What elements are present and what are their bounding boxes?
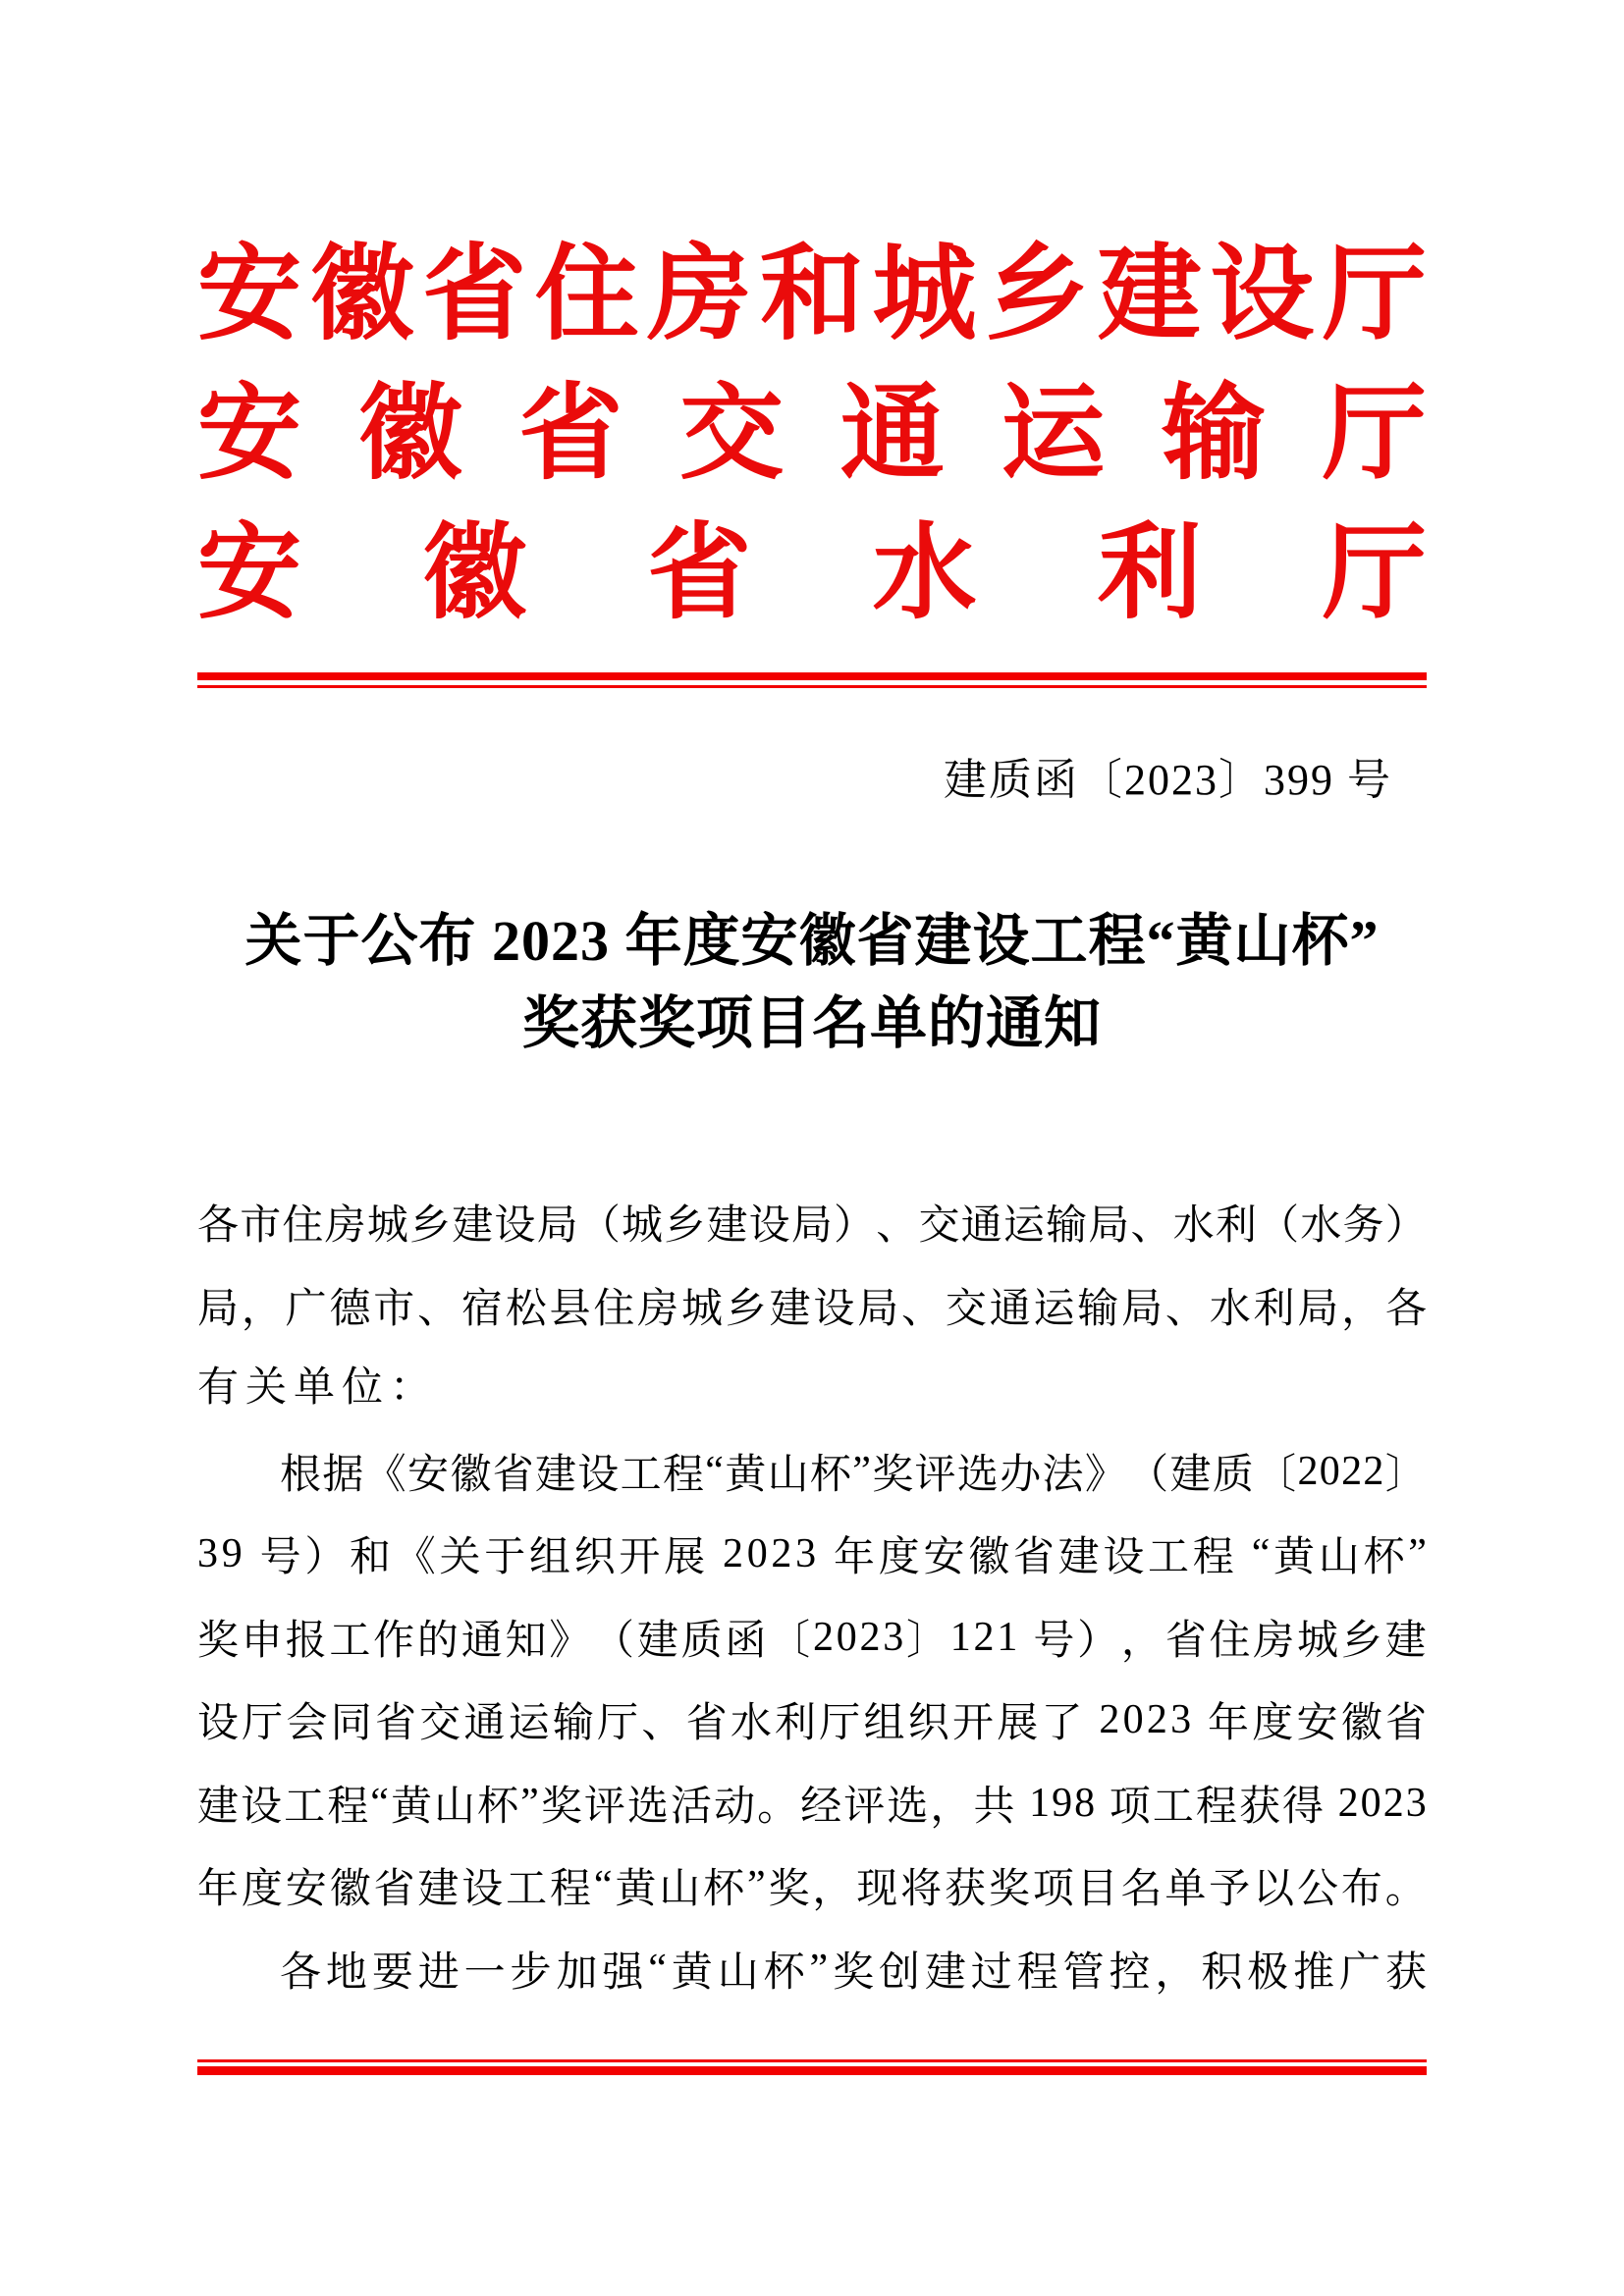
body-text-line: 3 9 号 ） 和 《 关 于 组 织 开 展 2 0 2 3 年 度 安 徽 省 建 设 工 程 “ 黄 山 杯 ” (197, 1531, 1427, 1581)
separator-thick-line (197, 672, 1427, 680)
agency-name-line: 安 徽 省 住 房 和 城 乡 建 设 厅 (197, 238, 1427, 352)
body-text-line: 局 ， 广 德 市 、 宿 松 县 住 房 城 乡 建 设 局 、 交 通 运 输 局 、 水 利 局 ， 各 (197, 1286, 1427, 1332)
document-title (197, 900, 1427, 1065)
separator-thin-line (197, 685, 1427, 688)
doc-number: 建质函〔2023〕399 号 (944, 756, 1392, 804)
document-title-line-1: 关于公布 2023 年度安徽省建设工程“黄山杯” (244, 909, 1380, 973)
document-body (197, 1181, 1427, 2010)
body-text-line: 根 据 《 安 徽 省 建 设 工 程 “ 黄 山 杯 ” 奖 评 选 办 法 》 （ 建 质 〔 2 0 2 2 〕 (280, 1448, 1427, 1498)
body-text-line: 年 度 安 徽 省 建 设 工 程 “ 黄 山 杯 ” 奖 ， 现 将 获 奖 项 目 名 单 予 以 公 布 。 (197, 1863, 1427, 1913)
document-title-line-2: 奖获奖项目名单的通知 (521, 991, 1102, 1055)
body-text-line: 有关单位： (197, 1365, 439, 1411)
body-text-line: 各 地 要 进 一 步 加 强 “ 黄 山 杯 ” 奖 创 建 过 程 管 控 ， 积 极 推 广 获 (280, 1946, 1427, 1996)
red-separator-top (197, 672, 1427, 688)
agency-name-line: 安 徽 省 水 利 厅 (197, 516, 1427, 631)
body-text-line: 建 设 工 程 “ 黄 山 杯 ” 奖 评 选 活 动 。 经 评 选 ， 共 1 9 8 项 工 程 获 得 2 0 2 3 (197, 1780, 1427, 1830)
body-text-line: 设 厅 会 同 省 交 通 运 输 厅 、 省 水 利 厅 组 织 开 展 了 2 0 2 3 年 度 安 徽 省 (197, 1697, 1427, 1747)
body-text-line: 各 市 住 房 城 乡 建 设 局 （ 城 乡 建 设 局 ） 、 交 通 运 输 局 、 水 利 （ 水 务 ） (197, 1203, 1427, 1250)
agency-name-line: 安 徽 省 交 通 运 输 厅 (197, 377, 1427, 492)
separator-thick-line (197, 2066, 1427, 2075)
agency-header (197, 216, 1427, 634)
red-separator-bottom (197, 2059, 1427, 2075)
body-text-line: 奖 申 报 工 作 的 通 知 》 （ 建 质 函 〔 2 0 2 3 〕 1 2 1 号 ） ， 省 住 房 城 乡 建 (197, 1614, 1427, 1664)
